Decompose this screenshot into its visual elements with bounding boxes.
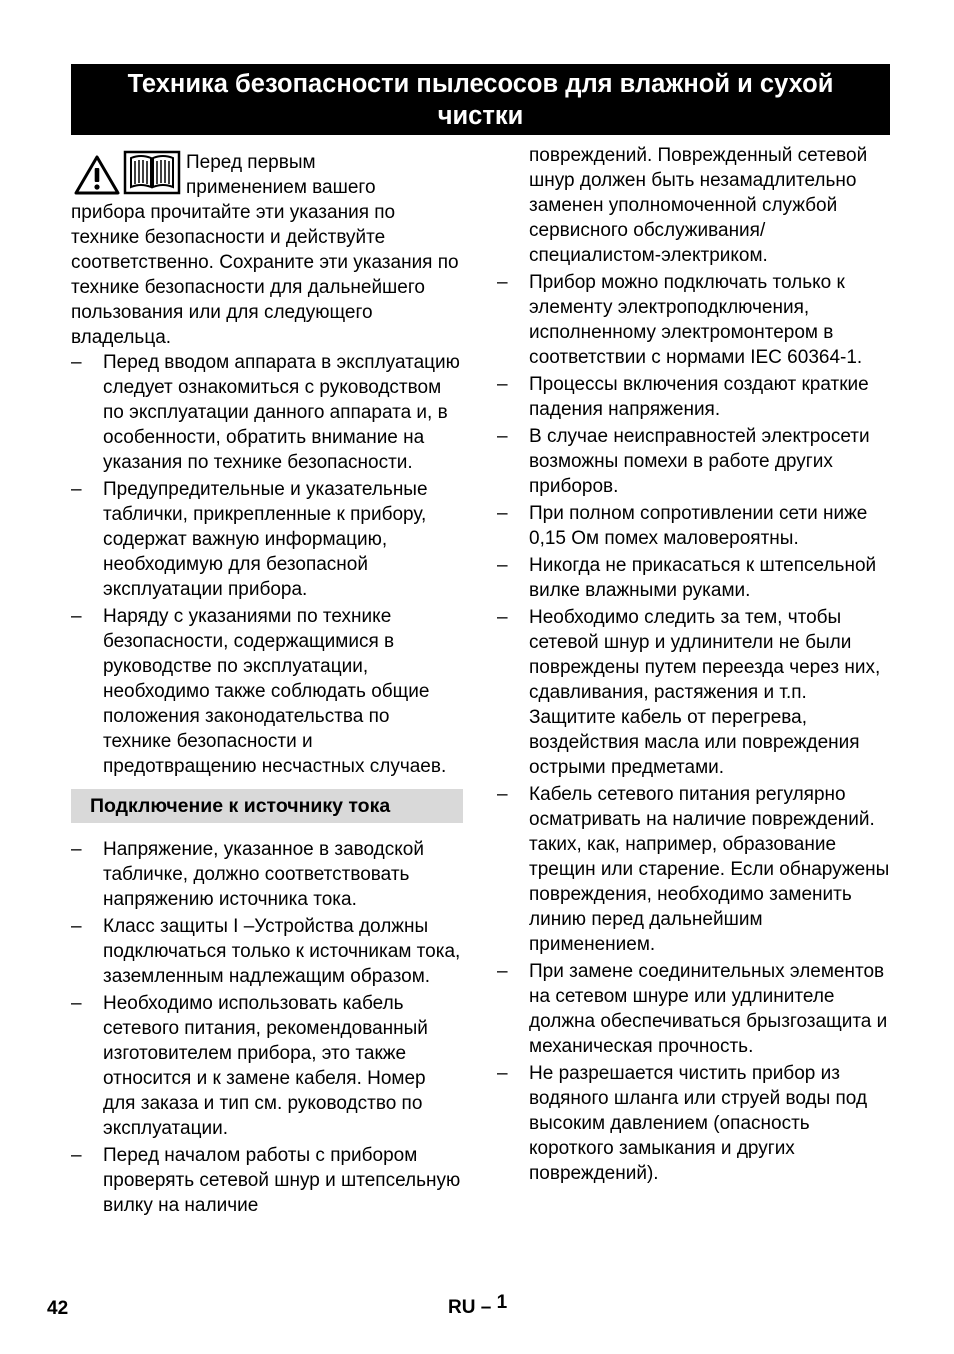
list-item-text: Процессы включения создают краткие падения напряжения.: [529, 374, 869, 420]
footer-lang-text: RU –: [448, 1297, 492, 1318]
list-item: [497, 605, 892, 780]
list-item: [71, 604, 463, 779]
list-item-text: Необходимо следить за тем, чтобы сетевой шнур и удлинители не были повреждены путем переезда через них, сдавливания, растяжения и т.п. Защитите кабель от перегрева, воздействия масла или повреждения острыми предметами.: [529, 607, 881, 778]
list-item-text: Не разрешается чистить прибор из водяного шланга или струей воды под высоким давлением (опасность короткого замыкания и других повреждений).: [529, 1063, 868, 1184]
open-book-icon: [123, 150, 181, 196]
list-dash: –: [497, 426, 508, 447]
list-item: [497, 501, 892, 551]
list-dash: –: [71, 1145, 82, 1166]
list-item: [497, 372, 892, 422]
section-heading: Подключение к источнику тока: [71, 789, 463, 823]
list-item-text: При полном сопротивлении сети ниже 0,15 Ом помех маловероятны.: [529, 503, 868, 549]
power-safety-list-right: [497, 270, 892, 1186]
list-item-text: Кабель сетевого питания регулярно осматривать на наличие повреждений. таких, как, например, образование трещин или старение. Если обнаружены повреждения, необходимо заменить линию перед дальнейшим применением.: [529, 784, 890, 955]
list-dash: –: [71, 839, 82, 860]
footer-language-code: [448, 1292, 508, 1319]
list-item-text: Класс защиты I –Устройства должны подключаться только к источникам тока, заземленным надлежащим образом.: [103, 916, 461, 987]
list-dash: –: [497, 961, 508, 982]
list-dash: –: [497, 272, 508, 293]
list-dash: –: [497, 555, 508, 576]
list-item: [71, 1143, 463, 1218]
list-dash: –: [71, 993, 82, 1014]
list-item: [497, 553, 892, 603]
list-item: [71, 991, 463, 1141]
warning-triangle-icon: [73, 154, 121, 196]
list-item: [497, 782, 892, 957]
list-dash: –: [71, 606, 82, 627]
list-item-text: При замене соединительных элементов на сетевом шнуре или удлинителе должна обеспечиваться брызгозащита и механическая прочность.: [529, 961, 888, 1057]
intro-second-line: применением вашего: [186, 177, 376, 198]
intro-block: [71, 150, 463, 350]
list-item-text: Прибор можно подключать только к элементу электроподключения, исполненному электромонтером в соответствии с нормами IEC 60364-1.: [529, 272, 863, 368]
list-item: [71, 914, 463, 989]
page-title: Техника безопасности пылесосов для влажной и сухой чистки: [71, 64, 890, 135]
intro-first-line: Перед первым: [186, 152, 316, 173]
list-dash: –: [71, 916, 82, 937]
list-dash: –: [497, 1063, 508, 1084]
list-dash: –: [497, 784, 508, 805]
general-safety-list: [71, 350, 463, 779]
list-item-text: Перед началом работы с прибором проверять сетевой шнур и штепсельную вилку на наличие: [103, 1145, 461, 1216]
list-item-text: Перед вводом аппарата в эксплуатацию следует ознакомиться с руководством по эксплуатации данного аппарата и, в особенности, обратить внимание на указания по технике безопасности.: [103, 352, 460, 473]
right-column: [497, 143, 892, 1188]
list-dash: –: [497, 374, 508, 395]
list-item-continuation: повреждений. Поврежденный сетевой шнур должен быть незамадлительно заменен уполномоченной службой сервисного обслуживания/ специалистом-электриком.: [529, 145, 868, 266]
list-item-text: Наряду с указаниями по технике безопасности, содержащимися в руководстве по эксплуатации, необходимо также соблюдать общие положения законодательства по технике безопасности и предотвращению несчастных случаев.: [103, 606, 447, 777]
list-item-text: В случае неисправностей электросети возможны помехи в работе других приборов.: [529, 426, 870, 497]
list-item: [71, 350, 463, 475]
page-number: 42: [47, 1298, 69, 1319]
list-dash: –: [71, 479, 82, 500]
list-item-text: Напряжение, указанное в заводской табличке, должно соответствовать напряжению источника тока.: [103, 839, 424, 910]
list-dash: –: [497, 607, 508, 628]
intro-rest: прибора прочитайте эти указания по технике безопасности и действуйте соответственно. Сохраните эти указания по технике безопасности для дальнейшего пользования или для следующего владельца.: [71, 202, 459, 348]
list-dash: –: [71, 352, 82, 373]
list-item: [71, 837, 463, 912]
intro-icons: [71, 150, 183, 196]
list-item: [71, 477, 463, 602]
power-safety-list-left: [71, 837, 463, 1218]
list-item-text: Предупредительные и указательные таблички, прикрепленные к прибору, содержат важную информацию, необходимую для безопасной эксплуатации прибора.: [103, 479, 428, 600]
list-item: [497, 424, 892, 499]
left-column: [71, 150, 463, 1220]
list-item-text: Необходимо использовать кабель сетевого питания, рекомендованный изготовителем прибора, это также относится и к замене кабеля. Номер для заказа и тип см. руководство по эксплуатации.: [103, 993, 428, 1139]
list-item-text: Никогда не прикасаться к штепсельной вилке влажными руками.: [529, 555, 877, 601]
footer-lang-number: 1: [496, 1292, 508, 1313]
list-dash: –: [497, 503, 508, 524]
list-item: [497, 959, 892, 1059]
list-item: [497, 1061, 892, 1186]
list-item: [497, 270, 892, 370]
